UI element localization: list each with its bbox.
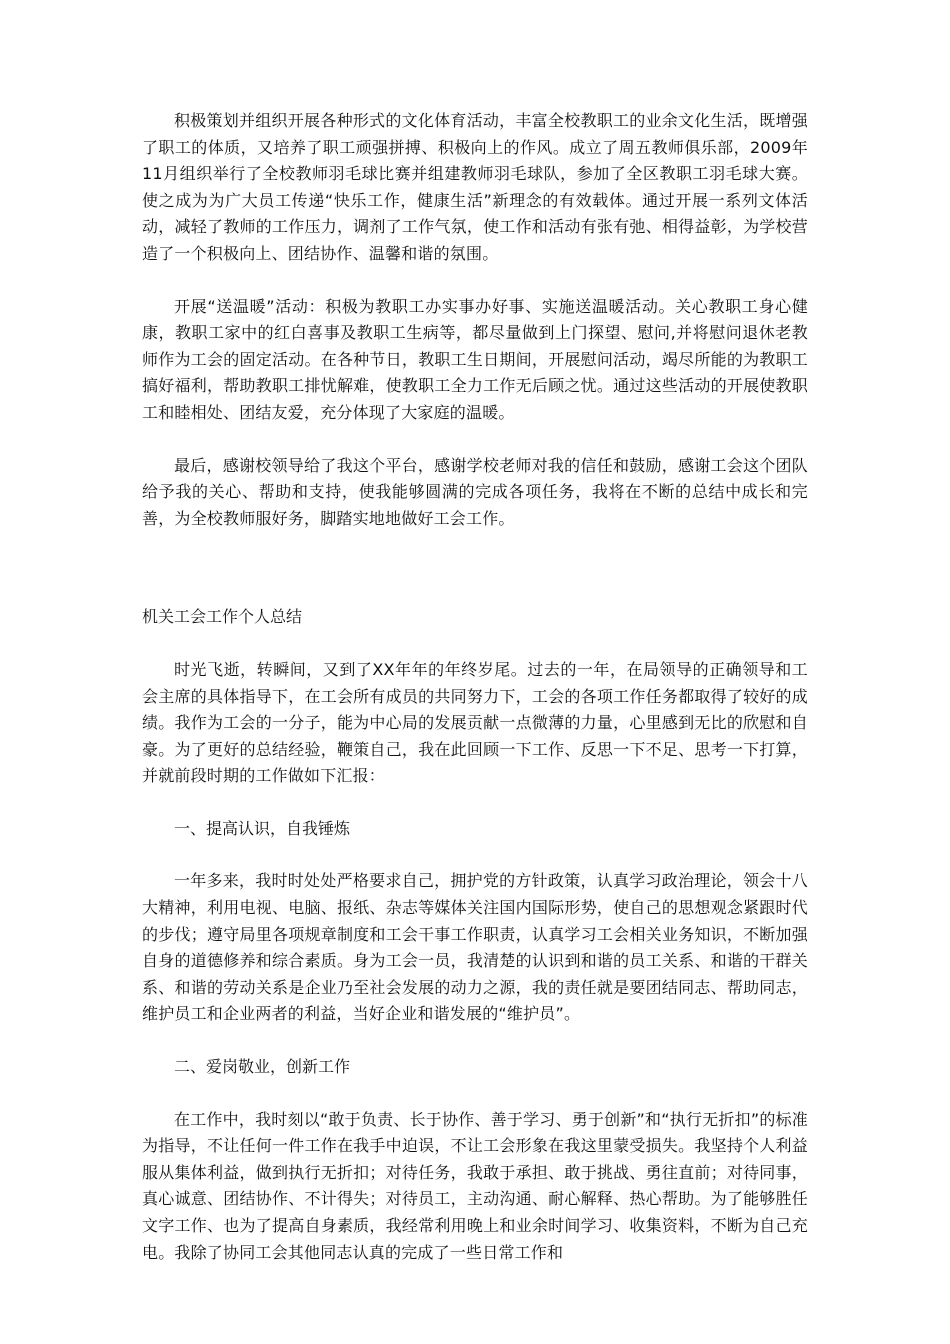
paragraph-intro: 时光飞逝，转瞬间，又到了XX年年的年终岁尾。过去的一年，在局领导的正确领导和工会主席的具体指导下，在工会所有成员的共同努力下，工会的各项工作任务都取得了较好的成绩。我作为工会的一分子，能为中心局的发展贡献一点微薄的力量，心里感到无比的欣慰和自豪。为了更好的总结经验，鞭策自己，我在此回顾一下工作、反思一下不足、思考一下打算，并就前段时期的工作做如下汇报： (142, 659, 808, 786)
paragraph-gap (142, 790, 808, 816)
paragraph-self-discipline: 一年多来，我时时处处严格要求自己，拥护党的方针政策，认真学习政治理论，领会十八大精神，利用电视、电脑、报纸、杂志等媒体关注国内国际形势，使自己的思想观念紧跟时代的步伐；遵守局里各项规章制度和工会干事工作职责，认真学习工会相关业务知识，不断加强自身的道德修养和综合素质。身为工会一员，我清楚的认识到和谐的员工关系、和谐的干群关系、和谐的劳动关系是企业乃至社会发展的动力之源，我的责任就是要团结同志、帮助同志，维护员工和企业两者的利益，当好企业和谐发展的“维护员”。 (142, 871, 808, 1024)
document-page (142, 108, 808, 1266)
paragraph-gap (142, 427, 808, 453)
paragraph-culture-sports: 积极策划并组织开展各种形式的文化体育活动，丰富全校教职工的业余文化生活，既增强了职工的体质，又培养了职工顽强拼搏、积极向上的作风。成立了周五教师俱乐部，2009年11月组织举行了全校教师羽毛球比赛并组建教师羽毛球队，参加了全区教职工羽毛球大赛。使之成为为广大员工传递“快乐工作，健康生活”新理念的有效载体。通过开展一系列文体活动，减轻了教师的工作压力，调剂了工作气氛，使工作和活动有张有弛、相得益彰，为学校营造了一个积极向上、团结协作、温馨和谐的氛围。 (142, 111, 808, 263)
paragraph-thanks: 最后，感谢校领导给了我这个平台，感谢学校老师对我的信任和鼓励，感谢工会这个团队给予我的关心、帮助和支持，使我能够圆满的完成各项任务，我将在不断的总结中成长和完善，为全校教师服好务，脚踏实地地做好工会工作。 (142, 455, 808, 528)
paragraph-send-warmth: 开展“送温暖”活动：积极为教职工办实事办好事、实施送温暖活动。关心教职工身心健康，教职工家中的红白喜事及教职工生病等，都尽量做到上门探望、慰问,并将慰问退休老教师作为工会的固定活动。在各种节日，教职工生日期间，开展慰问活动，竭尽所能的为教职工搞好福利，帮助教职工排忧解难，使教职工全力工作无后顾之忧。通过这些活动的开展使教职工和睦相处、团结友爱，充分体现了大家庭的温暖。 (142, 296, 808, 422)
section-heading-2: 二、爱岗敬业，创新工作 (174, 1057, 351, 1077)
paragraph-gap (142, 268, 808, 294)
section-heading-1: 一、提高认识，自我锤炼 (174, 818, 351, 838)
paragraph-gap (142, 1081, 808, 1107)
paragraph-gap (142, 631, 808, 657)
section-gap (142, 532, 808, 604)
paragraph-dedication: 在工作中，我时刻以“敢于负责、长于协作、善于学习、勇于创新”和“执行无折扣”的标准为指导，不让任何一件工作在我手中迫误，不让工会形象在我这里蒙受损失。我坚持个人利益服从集体利益，做到执行无折扣；对待任务，我敢于承担、敢于挑战、勇往直前；对待同事，真心诚意、团结协作、不计得失；对待员工，主动沟通、耐心解释、热心帮助。为了能够胜任文字工作、也为了提高自身素质，我经常利用晚上和业余时间学习、收集资料，不断为自己充电。我除了协同工会其他同志认真的完成了一些日常工作和 (142, 1109, 808, 1262)
document-title: 机关工会工作个人总结 (142, 607, 303, 627)
paragraph-gap (142, 842, 808, 868)
paragraph-gap (142, 1028, 808, 1054)
